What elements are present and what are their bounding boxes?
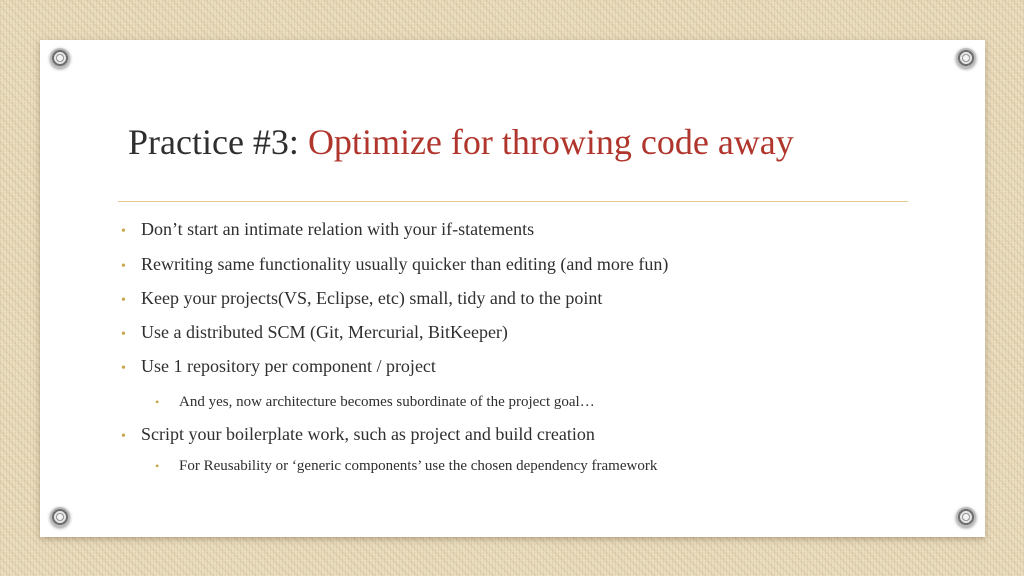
bullet-dot-icon: • <box>121 327 126 342</box>
sub-bullet-item <box>155 391 595 413</box>
bullet-dot-icon: • <box>155 459 160 473</box>
bullet-text: Don’t start an intimate relation with your if-statements <box>141 219 535 239</box>
bullet-dot-icon: • <box>155 395 160 409</box>
bullet-text: Rewriting same functionality usually quicker than editing (and more fun) <box>141 254 669 274</box>
bullet-text: For Reusability or ‘generic components’ use the chosen dependency framework <box>179 458 658 474</box>
bullet-dot-icon: • <box>121 224 126 239</box>
bullet-text: And yes, now architecture becomes subordinate of the project goal… <box>179 394 595 410</box>
bullet-item <box>121 423 595 448</box>
bullet-text: Keep your projects(VS, Eclipse, etc) small, tidy and to the point <box>141 288 603 308</box>
bullet-item <box>121 355 436 380</box>
bullet-text: Script your boilerplate work, such as project and build creation <box>141 424 595 444</box>
slide-title-accent: Optimize for throwing code away <box>307 122 794 162</box>
bullet-dot-icon: • <box>121 361 126 376</box>
slide-title-prefix: Practice #3: <box>128 122 308 162</box>
bullet-text: Use 1 repository per component / project <box>141 356 436 376</box>
bullet-dot-icon: • <box>121 293 126 308</box>
bullet-item <box>121 218 534 243</box>
bullet-dot-icon: • <box>121 259 126 274</box>
bullet-item <box>121 287 602 312</box>
sub-bullet-item <box>155 455 657 477</box>
bullet-dot-icon: • <box>121 429 126 444</box>
bullet-item <box>121 253 668 278</box>
bullet-item <box>121 321 508 346</box>
bullet-text: Use a distributed SCM (Git, Mercurial, BitKeeper) <box>141 322 508 342</box>
